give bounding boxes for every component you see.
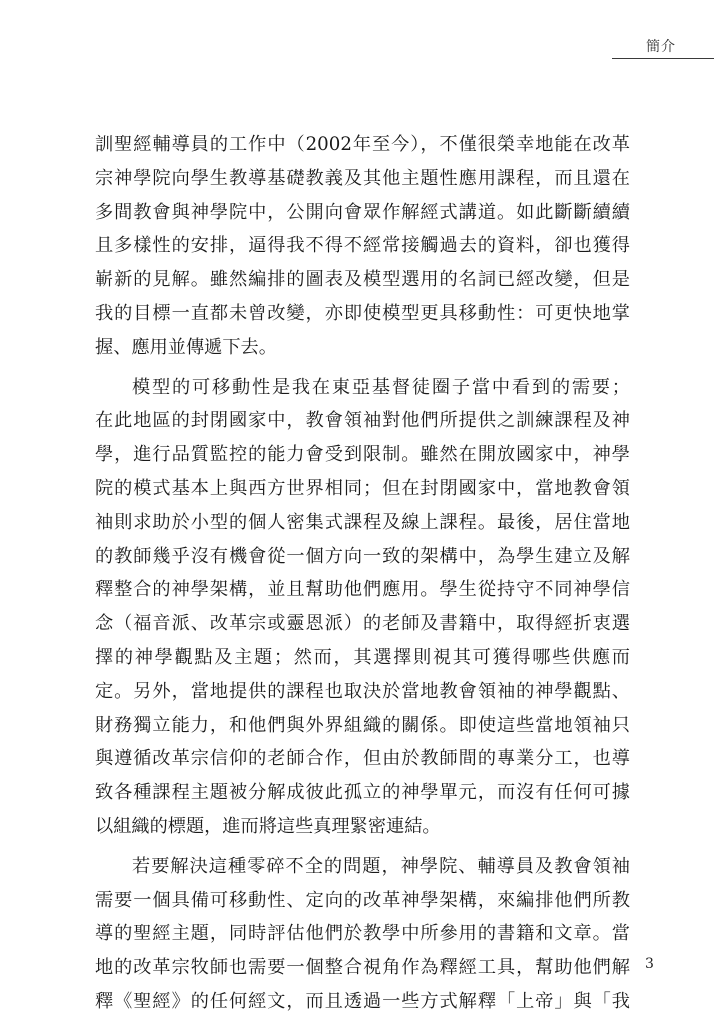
text-line: 以組織的標題，進而將這些真理緊密連結。 xyxy=(95,815,441,837)
page-number: 3 xyxy=(645,956,654,972)
text-line: 且多樣性的安排，逼得我不得不經常接觸過去的資料，卻也獲得 xyxy=(95,235,630,257)
text-line: 在此地區的封閉國家中，教會領袖對他們所提供之訓練課程及神 xyxy=(95,410,630,432)
chapter-title: 簡介 xyxy=(646,39,676,55)
paragraph-1 xyxy=(95,128,630,365)
text-line: 的教師幾乎沒有機會從一個方向一致的架構中，為學生建立及解 xyxy=(95,545,630,567)
text-line: 念（福音派、改革宗或靈恩派）的老師及書籍中，取得經折衷選 xyxy=(95,613,630,635)
text-line: 院的模式基本上與西方世界相同；但在封閉國家中，當地教會領 xyxy=(95,477,630,499)
text-line: 握、應用並傳遞下去。 xyxy=(95,336,277,358)
text-line: 財務獨立能力，和他們與外界組織的關係。即使這些當地領袖只 xyxy=(95,714,630,736)
text-line: 定。另外，當地提供的課程也取決於當地教會領袖的神學觀點、 xyxy=(95,680,630,702)
paragraph-3 xyxy=(95,850,630,1019)
text-line: 模型的可移動性是我在東亞基督徒圈子當中看到的需要； xyxy=(132,376,630,398)
text-line: 釋整合的神學架構，並且幫助他們應用。學生從持守不同神學信 xyxy=(95,579,630,601)
text-line: 袖則求助於小型的個人密集式課程及線上課程。最後，居住當地 xyxy=(95,511,630,533)
text-line: 學，進行品質監控的能力會受到限制。雖然在開放國家中，神學 xyxy=(95,444,630,466)
text-line: 與遵循改革宗信仰的老師合作，但由於教師間的專業分工，也導 xyxy=(95,748,630,770)
text-line: 需要一個具備可移動性、定向的改革神學架構，來編排他們所教 xyxy=(95,889,630,911)
text-line: 多間教會與神學院中，公開向會眾作解經式講道。如此斷斷續續 xyxy=(95,201,630,223)
text-line: 擇的神學觀點及主題；然而，其選擇則視其可獲得哪些供應而 xyxy=(95,646,630,668)
text-line: 宗神學院向學生教導基礎教義及其他主題性應用課程，而且還在 xyxy=(95,167,630,189)
text-line: 致各種課程主題被分解成彼此孤立的神學單元，而沒有任何可據 xyxy=(95,782,630,804)
text-line: 釋《聖經》的任何經文，而且透過一些方式解釋「上帝」與「我 xyxy=(95,990,630,1012)
body-text xyxy=(95,128,630,1019)
header-rule xyxy=(612,58,714,59)
text-line: 訓聖經輔導員的工作中（2002年至今），不僅很榮幸地能在改革 xyxy=(95,134,630,155)
paragraph-2 xyxy=(95,371,630,844)
text-line: 地的改革宗牧師也需要一個整合視角作為釋經工具，幫助他們解 xyxy=(95,957,630,979)
text-line: 若要解決這種零碎不全的問題，神學院、輔導員及教會領袖 xyxy=(132,855,630,877)
text-line: 嶄新的見解。雖然編排的圖表及模型選用的名詞已經改變，但是 xyxy=(95,269,630,291)
text-line: 導的聖經主題，同時評估他們於教學中所參用的書籍和文章。當 xyxy=(95,923,630,945)
text-line: 我的目標一直都未曾改變，亦即使模型更具移動性：可更快地掌 xyxy=(95,302,630,324)
